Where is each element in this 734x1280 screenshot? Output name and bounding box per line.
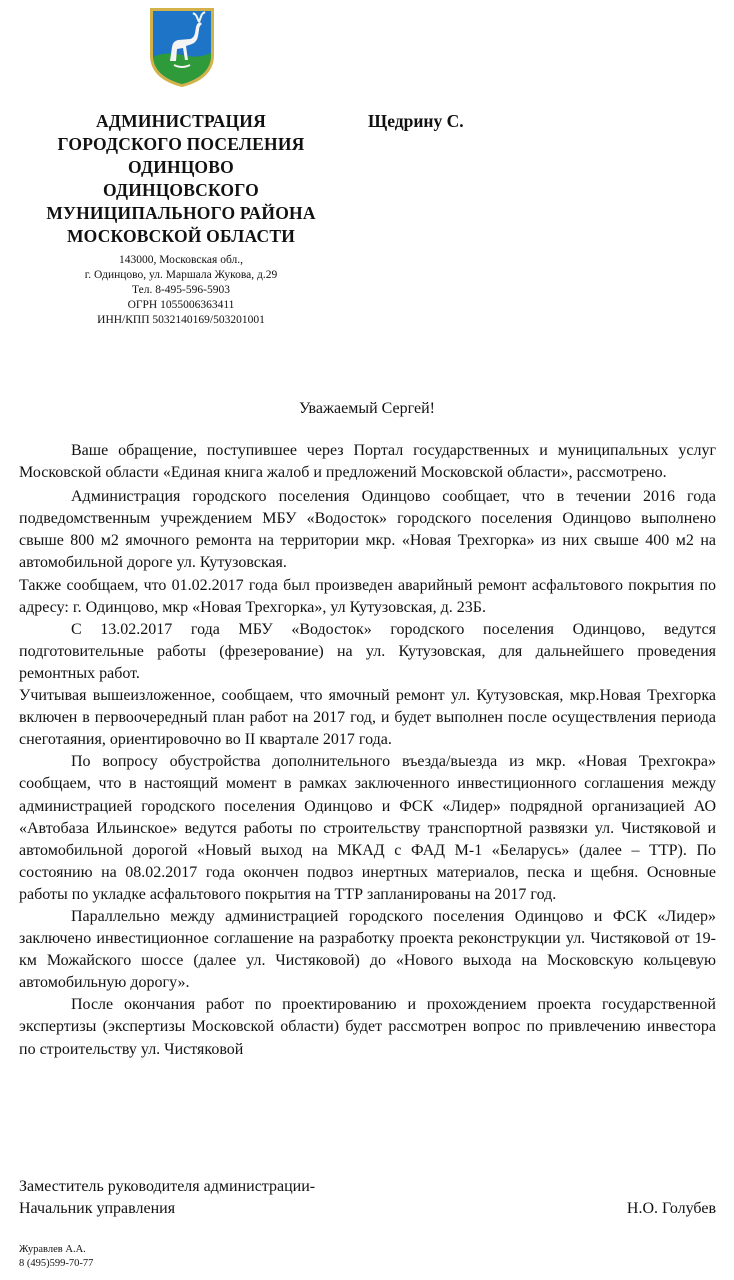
org-line: ОДИНЦОВО (128, 157, 234, 177)
letter-paragraph: С 13.02.2017 года МБУ «Водосток» городского поселения Одинцово, ведутся подготовительные работы (фрезерование) на ул. Кутузовская, для дальнейшего проведения ремонтных работ. (19, 620, 716, 682)
address-line: ИНН/КПП 5032140169/503201001 (97, 314, 265, 326)
organization-name (22, 110, 340, 248)
letter-paragraph: Учитывая вышеизложенное, сообщаем, что ямочный ремонт ул. Кутузовская, мкр.Новая Трехгорка включен в первоочередный план работ на 2017 год, и будет выполнен после осуществления периода снеготаяния, ориентировочно во II квартале 2017 года. (19, 687, 716, 749)
address-line: 143000, Московская обл., (118, 254, 244, 266)
recipient-name: Щедрину С. (368, 111, 464, 131)
org-line: МОСКОВСКОЙ ОБЛАСТИ (66, 226, 296, 246)
org-line: АДМИНИСТРАЦИЯ (96, 111, 266, 131)
address-line: ОГРН 1055006363411 (127, 299, 235, 311)
address-line: Тел. 8-495-596-5903 (132, 284, 230, 296)
letter-paragraph: Ваше обращение, поступившее через Портал государственных и муниципальных услуг Московской области «Единая книга жалоб и предложений Московской области», рассмотрено. (19, 442, 716, 482)
organization-address (22, 253, 340, 328)
letter-paragraph: По вопросу обустройства дополнительного въезда/выезда из мкр. «Новая Трехгокра» сообщаем, что в настоящий момент в рамках заключенного инвестиционного соглашения между администрацией городского поселения Одинцово и ФСК «Лидер» подрядной организацией АО «Автобаза Ильинское» ведутся работы по строительству транспортной развязки ул. Чистяковой и автомобильной дорогой «Новый выход на МКАД с ФАД М-1 «Беларусь» (далее – ТТР). По состоянию на 08.02.2017 года окончен подвоз инертных материалов, песка и щебня. Основные работы по укладке асфальтового покрытия на ТТР запланированы на 2017 год. (19, 753, 716, 903)
address-line: г. Одинцово, ул. Маршала Жукова, д.29 (84, 269, 278, 281)
signatory-position: Начальник управления (19, 1200, 176, 1217)
letter-paragraph: Администрация городского поселения Одинцово сообщает, что в течении 2016 года подведомственным учреждением МБУ «Водосток» городского поселения Одинцово выполнено свыше 800 м2 ямочного ремонта на территории мкр. «Новая Трехгорка» из них свыше 400 м2 на автомобильной дороге ул. Кутузовская. (19, 488, 716, 572)
letter-paragraph: Также сообщаем, что 01.02.2017 года был произведен аварийный ремонт асфальтового покрытия по адресу: г. Одинцово, мкр «Новая Трехгорка», ул Кутузовская, д. 23Б. (19, 576, 716, 616)
executor-info (19, 1243, 93, 1271)
letter-greeting: Уважаемый Сергей! (299, 400, 435, 417)
letter-paragraph: Параллельно между администрацией городского поселения Одинцово и ФСК «Лидер» заключено инвестиционное соглашение на разработку проекта реконструкции ул. Чистяковой от 19-км Можайского шоссе (далее ул. Чистяковой) до «Нового выхода на Московскую кольцевую автомобильную дорогу». (19, 907, 716, 992)
letter-paragraph: После окончания работ по проектированию и прохождением проекта государственной экспертизы (экспертизы Московской области) будет рассмотрен вопрос по привлечению инвестора по строительству ул. Чистяковой (19, 996, 716, 1058)
org-line: МУНИЦИПАЛЬНОГО РАЙОНА (46, 203, 316, 223)
org-line: ОДИНЦОВСКОГО (103, 180, 259, 200)
org-line: ГОРОДСКОГО ПОСЕЛЕНИЯ (57, 134, 305, 154)
signatory-position: Заместитель руководителя администрации- (19, 1178, 316, 1195)
letter-body (19, 440, 716, 1061)
signature-block (19, 1176, 716, 1220)
signatory-name: Н.О. Голубев (626, 1200, 716, 1217)
executor-name: Журавлев А.А. (19, 1244, 86, 1255)
odintsovo-coat-of-arms-icon (146, 5, 218, 89)
executor-phone: 8 (495)599-70-77 (19, 1258, 94, 1269)
